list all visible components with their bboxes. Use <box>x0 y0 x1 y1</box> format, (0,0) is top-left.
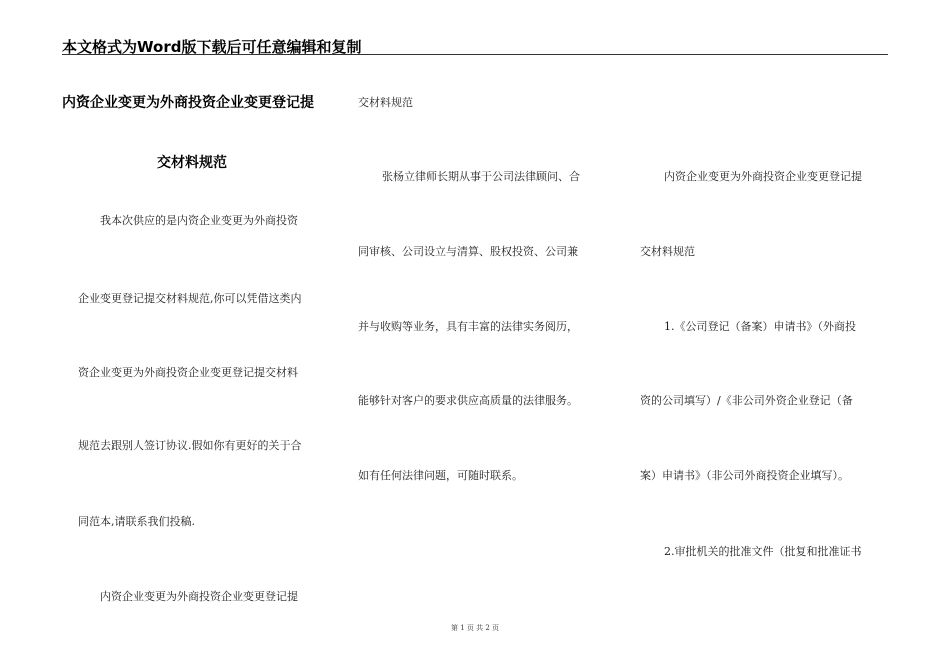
paragraph-line: 规范去跟别人签订协议.假如你有更好的关于合 <box>78 439 302 452</box>
paragraph-line: 2.审批机关的批准文件（批复和批准证书 <box>664 545 862 558</box>
page-number: 第 1 页 共 2 页 <box>450 624 500 632</box>
paragraph-line: 交材料规范 <box>358 96 413 109</box>
paragraph-line: 企业变更登记提交材料规范,你可以凭借这类内 <box>78 292 302 305</box>
paragraph-line: 我本次供应的是内资企业变更为外商投资 <box>100 214 298 227</box>
paragraph-line: 资企业变更为外商投资企业变更登记提交材料 <box>78 366 298 379</box>
header-divider <box>62 54 888 55</box>
paragraph-line: 并与收购等业务，具有丰富的法律实务阅历， <box>358 320 578 333</box>
paragraph-line: 案）申请书》（非公司外商投资企业填写）。 <box>640 469 849 482</box>
paragraph-line: 1.《公司登记（备案）申请书》（外商投 <box>664 320 856 333</box>
paragraph-line: 内资企业变更为外商投资企业变更登记提 <box>664 170 862 183</box>
paragraph-line: 能够针对客户的要求供应高质量的法律服务。 <box>358 394 578 407</box>
paragraph-line: 内资企业变更为外商投资企业变更登记提 <box>100 590 298 603</box>
paragraph-line: 同范本,请联系我们投稿. <box>78 515 195 528</box>
document-banner: 本文格式为Word版下载后可任意编辑和复制 <box>62 38 362 56</box>
paragraph-line: 如有任何法律问题，可随时联系。 <box>358 469 523 482</box>
paragraph-line: 张杨立律师长期从事于公司法律顾问、合 <box>382 170 580 183</box>
doc-title-line1: 内资企业变更为外商投资企业变更登记提 <box>62 95 314 111</box>
paragraph-line: 交材料规范 <box>640 245 695 258</box>
doc-title-line2: 交材料规范 <box>157 155 227 171</box>
paragraph-line: 同审核、公司设立与清算、股权投资、公司兼 <box>358 245 578 258</box>
paragraph-line: 资的公司填写）/《非公司外资企业登记（备 <box>640 394 853 407</box>
